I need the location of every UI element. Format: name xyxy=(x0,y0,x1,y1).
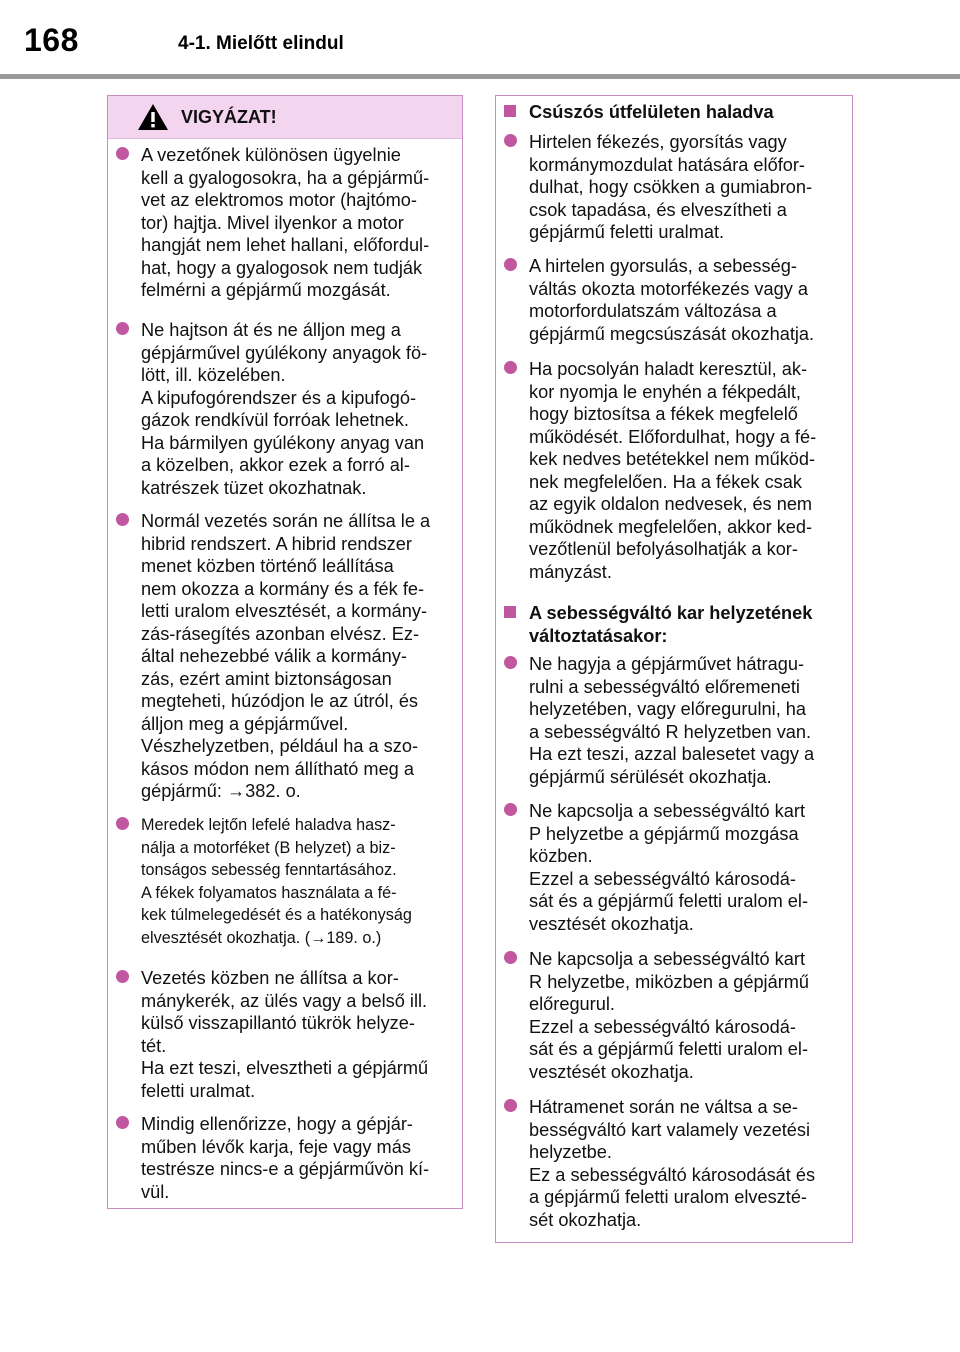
warning-item-text: Meredek lejtőn lefelé haladva hasz- nálja a motorféket (B helyzet) a biz- tonságos sebesség fenntartásához. A fékek folyamatos használata a fé- kek túlmelegedését és a hatékonyság elvesztését okozhatja. (→189. o.) xyxy=(141,816,412,947)
list-item-text: Ne kapcsolja a sebességváltó kart R helyzetbe, miközben a gépjármű előregurul. Ezzel a sebességváltó károsodá- sát és a gépjármű feletti uralom el- vesztését okozhatja. xyxy=(529,949,810,1082)
warning-item-text: Vezetés közben ne állítsa a kor- mánykerék, az ülés vagy a belső ill. külső visszapillantó tükrök helyze- tét. Ha ezt teszi, elvesztheti a gépjármű feletti uralmat. xyxy=(141,968,429,1101)
bullet-icon xyxy=(116,513,129,526)
warning-box xyxy=(107,95,463,1209)
list-item-text: A hirtelen gyorsulás, a sebesség- váltás okozta motorfékezés vagy a motorfordulatszám változása a gépjármű megcsúszását okozhatja. xyxy=(529,256,815,344)
right-column-box xyxy=(495,95,853,1243)
bullet-icon xyxy=(504,951,517,964)
list-item-text: Ne hagyja a gépjárművet hátragu- rulni a sebességváltó előremeneti helyzetében, vagy előregurulni, ha a sebességváltó R helyzetben van. Ha ezt teszi, azzal balesetet vagy a gépjármű sérülését okozhatja. xyxy=(529,654,815,787)
bullet-icon xyxy=(504,1099,517,1112)
bullet-icon xyxy=(504,258,517,271)
bullet-icon xyxy=(504,656,517,669)
bullet-icon xyxy=(116,322,129,335)
square-bullet-icon xyxy=(504,606,516,618)
bullet-icon xyxy=(504,803,517,816)
warning-item-text: Normál vezetés során ne állítsa le a hibrid rendszert. A hibrid rendszer menet közben történő leállítása nem okozza a kormány és a fék fe- letti uralom elvesztését, a kormány- zás-rásegítés azonban elvész. Ez- által nehezebbé válik a kormány- zás, ezért amint biztonságosan megteheti, húzódjon le az útról, és álljon meg a gépjárművel. Vészhelyzetben, például ha a szo- kásos módon nem állítható meg a gépjármű: →382. o. xyxy=(141,511,431,801)
list-item-text: Ne kapcsolja a sebességváltó kart P helyzetbe a gépjármű mozgása közben. Ezzel a sebességváltó károsodá- sát és a gépjármű feletti uralom el- vesztését okozhatja. xyxy=(529,801,809,934)
warning-item-text: Mindig ellenőrizze, hogy a gépjár- műben lévők karja, feje vagy más testrésze nincs-e a gépjárművön kí- vül. xyxy=(141,1114,430,1202)
warning-triangle-icon xyxy=(137,103,169,131)
bullet-icon xyxy=(116,817,129,830)
section-heading-text: Csúszós útfelületen haladva xyxy=(529,102,774,122)
warning-title: VIGYÁZAT! xyxy=(181,107,277,127)
list-item-text: Hirtelen fékezés, gyorsítás vagy kormánymozdulat hatására előfor- dulhat, hogy csökken a gumiabron- csok tapadása, és elveszítheti a gépjármű feletti uralmat. xyxy=(529,132,813,242)
header-rule xyxy=(0,74,960,79)
square-bullet-icon xyxy=(504,105,516,117)
warning-item-text: Ne hajtson át és ne álljon meg a gépjárművel gyúlékony anyagok fö- lött, ill. közelében. A kipufogórendszer és a kipufogó- gázok rendkívül forróak lehetnek. Ha bármilyen gyúlékony anyag van a közelben, akkor ezek a forró al- katrészek tüzet okozhatnak. xyxy=(141,320,428,498)
warning-item-text: A vezetőnek különösen ügyelnie kell a gyalogosokra, ha a gépjármű- vet az elektromos motor (hajtómo- tor) hajtja. Mivel ilyenkor a motor hangját nem lehet hallani, előfordul- hat, hogy a gyalogosok nem tudják felmérni a gépjármű mozgását. xyxy=(141,145,430,300)
bullet-icon xyxy=(116,1116,129,1129)
warning-header xyxy=(108,96,462,139)
list-item-text: Hátramenet során ne váltsa a se- bességváltó kart valamely vezetési helyzetbe. Ez a sebességváltó károsodását és a gépjármű feletti uralom elveszté- sét okozhatja. xyxy=(529,1097,816,1230)
section-heading-text: A sebességváltó kar helyzetének változtatásakor: xyxy=(529,603,813,646)
bullet-icon xyxy=(504,134,517,147)
page-header xyxy=(0,0,960,80)
bullet-icon xyxy=(116,147,129,160)
section-title: 4-1. Mielőtt elindul xyxy=(178,33,344,54)
bullet-icon xyxy=(116,970,129,983)
bullet-icon xyxy=(504,361,517,374)
page-number: 168 xyxy=(24,22,79,58)
list-item-text: Ha pocsolyán haladt keresztül, ak- kor nyomja le enyhén a fékpedált, hogy biztosítsa a fékek megfelelő működését. Előfordulhat, hogy a fé- kek nedves betétekkel nem működ- nek megfelelően. Ha a fékek csak az egyik oldalon nedvesek, és nem működnek megfelelően, akkor ked- vezőtlenül befolyásolhatják a kor- mányzást. xyxy=(529,359,817,582)
